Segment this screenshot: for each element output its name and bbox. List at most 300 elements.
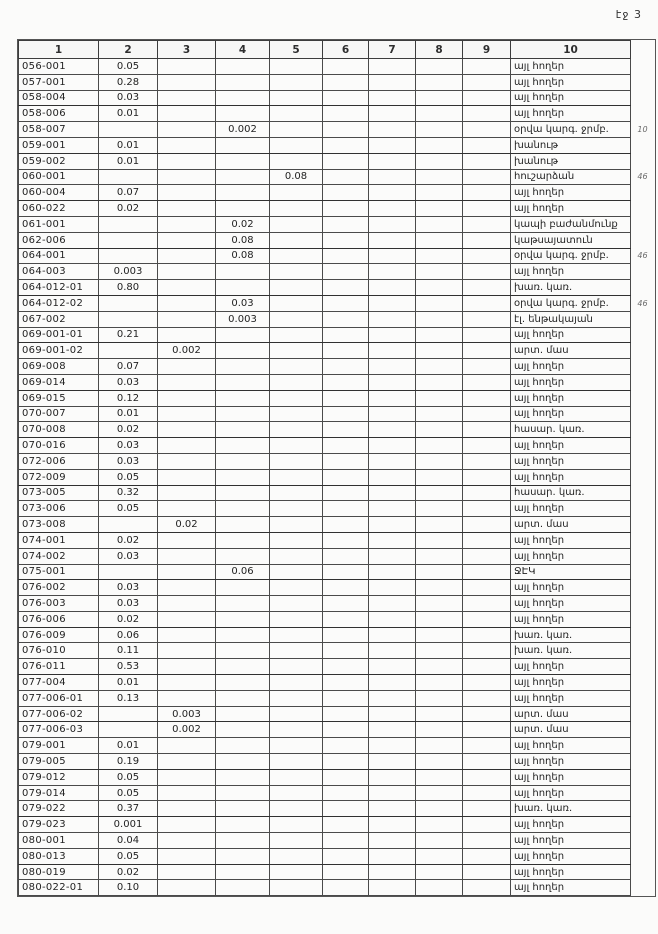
empty-cell-col8 [416, 153, 463, 169]
land-type-cell: այլ հողեր [511, 548, 631, 564]
land-type-cell: արտ. մաս [511, 343, 631, 359]
value-cell-col2: 0.05 [99, 848, 158, 864]
parcel-code-cell: 058-004 [19, 90, 99, 106]
empty-cell-col6 [323, 659, 369, 675]
value-cell-col3 [158, 90, 216, 106]
table-row [19, 548, 655, 564]
value-cell-col4 [216, 817, 270, 833]
value-cell-col4 [216, 738, 270, 754]
land-type-cell: այլ հողեր [511, 106, 631, 122]
value-cell-col5 [270, 390, 323, 406]
empty-cell-col7 [369, 74, 416, 90]
table-row [19, 422, 655, 438]
value-cell-col4 [216, 833, 270, 849]
value-cell-col3 [158, 359, 216, 375]
value-cell-col3 [158, 280, 216, 296]
value-cell-col4 [216, 153, 270, 169]
empty-cell-col8 [416, 801, 463, 817]
value-cell-col3 [158, 785, 216, 801]
margin-note [631, 833, 655, 849]
table-row [19, 359, 655, 375]
empty-cell-col7 [369, 659, 416, 675]
empty-cell-col7 [369, 485, 416, 501]
table-row [19, 327, 655, 343]
margin-note: 46 [637, 251, 648, 261]
land-type-cell: այլ հողեր [511, 264, 631, 280]
value-cell-col2 [99, 722, 158, 738]
parcel-code-cell: 080-022-01 [19, 880, 99, 896]
empty-cell-col8 [416, 833, 463, 849]
margin-note [631, 722, 655, 738]
empty-cell-col9 [463, 153, 511, 169]
value-cell-col5 [270, 738, 323, 754]
value-cell-col5 [270, 769, 323, 785]
parcel-code-cell: 070-008 [19, 422, 99, 438]
empty-cell-col7 [369, 185, 416, 201]
value-cell-col2: 0.37 [99, 801, 158, 817]
value-cell-col3 [158, 232, 216, 248]
table-row [19, 817, 655, 833]
empty-cell-col7 [369, 311, 416, 327]
empty-cell-col9 [463, 406, 511, 422]
margin-note [631, 548, 655, 564]
empty-cell-col6 [323, 185, 369, 201]
value-cell-col3 [158, 627, 216, 643]
parcel-code-cell: 076-002 [19, 580, 99, 596]
land-type-cell: էլ. ենթակայան [511, 311, 631, 327]
margin-note [631, 185, 655, 201]
empty-cell-col8 [416, 880, 463, 896]
margin-note [631, 406, 655, 422]
value-cell-col4 [216, 643, 270, 659]
table-row [19, 280, 655, 296]
parcel-code-cell: 060-022 [19, 201, 99, 217]
table-row [19, 864, 655, 880]
value-cell-col3 [158, 137, 216, 153]
value-cell-col4 [216, 359, 270, 375]
empty-cell-col9 [463, 848, 511, 864]
empty-cell-col9 [463, 122, 511, 138]
margin-note [631, 137, 655, 153]
value-cell-col3 [158, 469, 216, 485]
empty-cell-col8 [416, 469, 463, 485]
value-cell-col2: 0.01 [99, 738, 158, 754]
land-type-cell: այլ հողեր [511, 848, 631, 864]
empty-cell-col6 [323, 74, 369, 90]
empty-cell-col7 [369, 390, 416, 406]
empty-cell-col9 [463, 59, 511, 75]
value-cell-col5 [270, 264, 323, 280]
empty-cell-col9 [463, 469, 511, 485]
empty-cell-col9 [463, 311, 511, 327]
parcel-code-cell: 079-023 [19, 817, 99, 833]
empty-cell-col6 [323, 675, 369, 691]
empty-cell-col7 [369, 469, 416, 485]
value-cell-col4 [216, 390, 270, 406]
empty-cell-col8 [416, 390, 463, 406]
empty-cell-col6 [323, 343, 369, 359]
value-cell-col2: 0.12 [99, 390, 158, 406]
empty-cell-col9 [463, 675, 511, 691]
value-cell-col2: 0.02 [99, 864, 158, 880]
value-cell-col3 [158, 501, 216, 517]
column-header-9: 9 [463, 41, 511, 59]
empty-cell-col9 [463, 90, 511, 106]
margin-note [631, 469, 655, 485]
margin-note: 46 [637, 172, 648, 182]
empty-cell-col7 [369, 422, 416, 438]
value-cell-col5 [270, 453, 323, 469]
margin-note [631, 643, 655, 659]
value-cell-col4 [216, 137, 270, 153]
value-cell-col4 [216, 106, 270, 122]
empty-cell-col9 [463, 453, 511, 469]
empty-cell-col6 [323, 169, 369, 185]
empty-cell-col7 [369, 532, 416, 548]
parcel-code-cell: 080-013 [19, 848, 99, 864]
value-cell-col5 [270, 501, 323, 517]
empty-cell-col9 [463, 343, 511, 359]
margin-note [631, 232, 655, 248]
value-cell-col4 [216, 880, 270, 896]
empty-cell-col9 [463, 706, 511, 722]
header-row [19, 41, 655, 59]
value-cell-col2: 0.10 [99, 880, 158, 896]
empty-cell-col9 [463, 611, 511, 627]
value-cell-col2 [99, 564, 158, 580]
value-cell-col3 [158, 422, 216, 438]
parcel-code-cell: 067-002 [19, 311, 99, 327]
empty-cell-col7 [369, 280, 416, 296]
value-cell-col5 [270, 706, 323, 722]
land-type-cell: այլ հողեր [511, 659, 631, 675]
empty-cell-col7 [369, 201, 416, 217]
value-cell-col2: 0.02 [99, 422, 158, 438]
empty-cell-col6 [323, 359, 369, 375]
value-cell-col4 [216, 453, 270, 469]
table-row [19, 627, 655, 643]
value-cell-col3 [158, 485, 216, 501]
empty-cell-col6 [323, 738, 369, 754]
land-type-cell: այլ հողեր [511, 374, 631, 390]
value-cell-col5 [270, 311, 323, 327]
empty-cell-col6 [323, 864, 369, 880]
value-cell-col5 [270, 801, 323, 817]
value-cell-col2: 0.13 [99, 690, 158, 706]
value-cell-col5 [270, 438, 323, 454]
table-row [19, 675, 655, 691]
value-cell-col4 [216, 438, 270, 454]
empty-cell-col7 [369, 295, 416, 311]
value-cell-col3 [158, 122, 216, 138]
empty-cell-col9 [463, 548, 511, 564]
land-type-cell: այլ հողեր [511, 580, 631, 596]
value-cell-col3 [158, 848, 216, 864]
empty-cell-col7 [369, 137, 416, 153]
table-row [19, 122, 655, 138]
margin-note [631, 280, 655, 296]
value-cell-col4 [216, 469, 270, 485]
parcel-code-cell: 079-001 [19, 738, 99, 754]
empty-cell-col7 [369, 264, 416, 280]
page-number-label: էջ 3 [615, 8, 642, 21]
value-cell-col4: 0.02 [216, 216, 270, 232]
empty-cell-col6 [323, 137, 369, 153]
value-cell-col5 [270, 817, 323, 833]
table-row [19, 232, 655, 248]
empty-cell-col7 [369, 833, 416, 849]
empty-cell-col8 [416, 817, 463, 833]
value-cell-col3 [158, 801, 216, 817]
value-cell-col2: 0.19 [99, 754, 158, 770]
empty-cell-col9 [463, 374, 511, 390]
empty-cell-col7 [369, 722, 416, 738]
value-cell-col4 [216, 785, 270, 801]
empty-cell-col8 [416, 864, 463, 880]
margin-note [631, 327, 655, 343]
value-cell-col4: 0.002 [216, 122, 270, 138]
empty-cell-col6 [323, 596, 369, 612]
parcel-code-cell: 062-006 [19, 232, 99, 248]
empty-cell-col8 [416, 690, 463, 706]
value-cell-col3 [158, 59, 216, 75]
value-cell-col3 [158, 327, 216, 343]
parcel-code-cell: 072-009 [19, 469, 99, 485]
margin-note [631, 422, 655, 438]
empty-cell-col7 [369, 848, 416, 864]
land-type-cell: այլ հողեր [511, 833, 631, 849]
empty-cell-col8 [416, 422, 463, 438]
value-cell-col4: 0.08 [216, 248, 270, 264]
value-cell-col5 [270, 659, 323, 675]
value-cell-col4 [216, 690, 270, 706]
value-cell-col5 [270, 722, 323, 738]
empty-cell-col6 [323, 280, 369, 296]
parcel-code-cell: 069-001-02 [19, 343, 99, 359]
empty-cell-col9 [463, 833, 511, 849]
parcel-code-cell: 070-016 [19, 438, 99, 454]
empty-cell-col7 [369, 438, 416, 454]
land-type-cell: այլ հողեր [511, 185, 631, 201]
empty-cell-col8 [416, 264, 463, 280]
parcel-code-cell: 073-006 [19, 501, 99, 517]
value-cell-col5 [270, 517, 323, 533]
empty-cell-col8 [416, 311, 463, 327]
land-type-cell: խառ. կառ. [511, 801, 631, 817]
empty-cell-col8 [416, 643, 463, 659]
margin-note [631, 59, 655, 75]
value-cell-col2: 0.03 [99, 580, 158, 596]
empty-cell-col6 [323, 643, 369, 659]
value-cell-col2 [99, 517, 158, 533]
margin-note [631, 74, 655, 90]
value-cell-col4 [216, 343, 270, 359]
value-cell-col5 [270, 74, 323, 90]
value-cell-col2: 0.02 [99, 532, 158, 548]
empty-cell-col9 [463, 232, 511, 248]
empty-cell-col9 [463, 817, 511, 833]
land-type-cell: այլ հողեր [511, 327, 631, 343]
parcel-code-cell: 057-001 [19, 74, 99, 90]
margin-note [631, 311, 655, 327]
margin-note [631, 153, 655, 169]
value-cell-col2 [99, 311, 158, 327]
table-row [19, 801, 655, 817]
land-type-cell: կաթսայատուն [511, 232, 631, 248]
empty-cell-col7 [369, 59, 416, 75]
empty-cell-col7 [369, 90, 416, 106]
empty-cell-col8 [416, 122, 463, 138]
land-type-cell: օրվա կարգ. ջրմբ. [511, 122, 631, 138]
parcel-code-cell: 059-001 [19, 137, 99, 153]
empty-cell-col8 [416, 280, 463, 296]
value-cell-col2 [99, 232, 158, 248]
empty-cell-col8 [416, 327, 463, 343]
value-cell-col4: 0.08 [216, 232, 270, 248]
value-cell-col3 [158, 153, 216, 169]
value-cell-col2: 0.03 [99, 548, 158, 564]
empty-cell-col7 [369, 864, 416, 880]
empty-cell-col9 [463, 643, 511, 659]
value-cell-col2: 0.07 [99, 359, 158, 375]
margin-header-spacer [631, 41, 655, 59]
empty-cell-col9 [463, 501, 511, 517]
empty-cell-col6 [323, 611, 369, 627]
value-cell-col5 [270, 201, 323, 217]
land-type-cell: արտ. մաս [511, 706, 631, 722]
parcel-code-cell: 080-019 [19, 864, 99, 880]
empty-cell-col7 [369, 564, 416, 580]
value-cell-col4 [216, 864, 270, 880]
margin-note [631, 596, 655, 612]
value-cell-col2 [99, 343, 158, 359]
table-row [19, 406, 655, 422]
empty-cell-col7 [369, 453, 416, 469]
value-cell-col3 [158, 453, 216, 469]
table-row [19, 643, 655, 659]
value-cell-col2 [99, 169, 158, 185]
margin-note [631, 675, 655, 691]
table-row [19, 564, 655, 580]
margin-note [631, 343, 655, 359]
value-cell-col2: 0.01 [99, 137, 158, 153]
table-row [19, 706, 655, 722]
empty-cell-col8 [416, 106, 463, 122]
empty-cell-col7 [369, 327, 416, 343]
empty-cell-col8 [416, 232, 463, 248]
empty-cell-col6 [323, 153, 369, 169]
land-parcel-table [18, 40, 655, 896]
value-cell-col3 [158, 817, 216, 833]
value-cell-col2: 0.01 [99, 153, 158, 169]
margin-note [631, 90, 655, 106]
empty-cell-col8 [416, 738, 463, 754]
empty-cell-col9 [463, 627, 511, 643]
empty-cell-col7 [369, 580, 416, 596]
value-cell-col5 [270, 596, 323, 612]
empty-cell-col7 [369, 343, 416, 359]
value-cell-col3: 0.002 [158, 722, 216, 738]
value-cell-col2: 0.53 [99, 659, 158, 675]
empty-cell-col7 [369, 643, 416, 659]
empty-cell-col7 [369, 738, 416, 754]
empty-cell-col8 [416, 564, 463, 580]
value-cell-col4 [216, 532, 270, 548]
land-type-cell: այլ հողեր [511, 738, 631, 754]
margin-note [631, 738, 655, 754]
empty-cell-col9 [463, 564, 511, 580]
land-type-cell: այլ հողեր [511, 74, 631, 90]
parcel-code-cell: 077-006-01 [19, 690, 99, 706]
land-type-cell: այլ հողեր [511, 596, 631, 612]
empty-cell-col7 [369, 169, 416, 185]
value-cell-col5 [270, 106, 323, 122]
value-cell-col4 [216, 501, 270, 517]
empty-cell-col6 [323, 59, 369, 75]
empty-cell-col9 [463, 185, 511, 201]
empty-cell-col7 [369, 817, 416, 833]
value-cell-col5 [270, 343, 323, 359]
value-cell-col3 [158, 596, 216, 612]
empty-cell-col6 [323, 327, 369, 343]
empty-cell-col6 [323, 706, 369, 722]
land-type-cell: այլ հողեր [511, 532, 631, 548]
land-type-cell: այլ հողեր [511, 501, 631, 517]
land-type-cell: խանութ [511, 137, 631, 153]
empty-cell-col6 [323, 627, 369, 643]
land-type-cell: հասար. կառ. [511, 422, 631, 438]
empty-cell-col7 [369, 548, 416, 564]
empty-cell-col9 [463, 596, 511, 612]
parcel-code-cell: 060-001 [19, 169, 99, 185]
column-header-2: 2 [99, 41, 158, 59]
value-cell-col3 [158, 169, 216, 185]
margin-note [631, 264, 655, 280]
value-cell-col4 [216, 422, 270, 438]
margin-note [631, 801, 655, 817]
empty-cell-col9 [463, 390, 511, 406]
value-cell-col4 [216, 801, 270, 817]
value-cell-col4 [216, 754, 270, 770]
value-cell-col3 [158, 295, 216, 311]
empty-cell-col6 [323, 438, 369, 454]
value-cell-col5 [270, 295, 323, 311]
empty-cell-col7 [369, 690, 416, 706]
parcel-code-cell: 064-012-01 [19, 280, 99, 296]
value-cell-col3 [158, 438, 216, 454]
empty-cell-col9 [463, 580, 511, 596]
table-row [19, 374, 655, 390]
value-cell-col2: 0.05 [99, 501, 158, 517]
value-cell-col4 [216, 59, 270, 75]
value-cell-col2: 0.001 [99, 817, 158, 833]
parcel-code-cell: 074-001 [19, 532, 99, 548]
empty-cell-col6 [323, 201, 369, 217]
empty-cell-col7 [369, 706, 416, 722]
parcel-code-cell: 064-001 [19, 248, 99, 264]
empty-cell-col8 [416, 659, 463, 675]
land-type-cell: այլ հողեր [511, 769, 631, 785]
empty-cell-col8 [416, 137, 463, 153]
table-row [19, 659, 655, 675]
empty-cell-col9 [463, 74, 511, 90]
parcel-code-cell: 075-001 [19, 564, 99, 580]
empty-cell-col9 [463, 216, 511, 232]
parcel-code-cell: 056-001 [19, 59, 99, 75]
margin-note [631, 517, 655, 533]
empty-cell-col8 [416, 406, 463, 422]
value-cell-col4: 0.003 [216, 311, 270, 327]
